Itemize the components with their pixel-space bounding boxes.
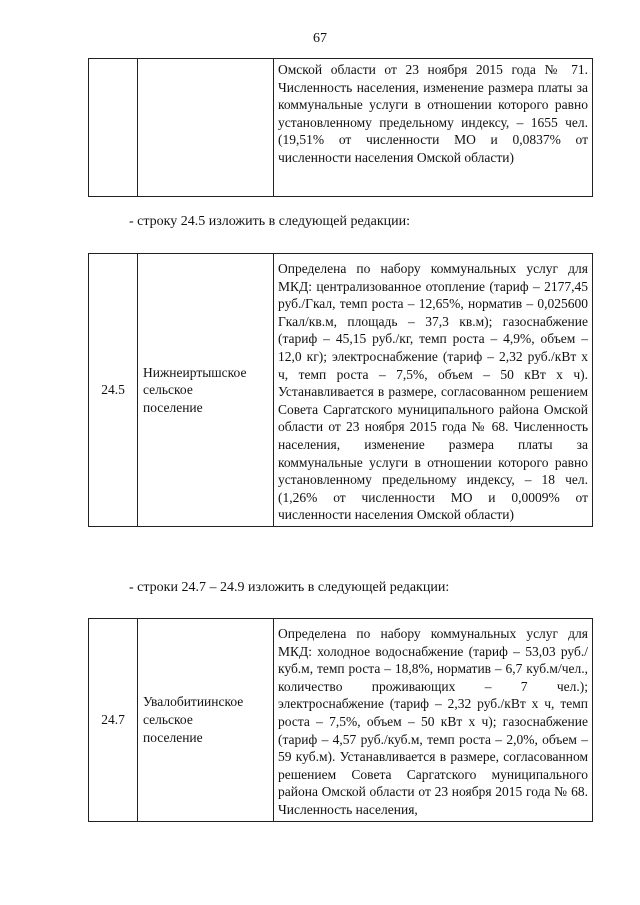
row-number: 24.7 [89, 619, 138, 822]
table-row [89, 619, 593, 822]
table-row [89, 254, 593, 527]
row-description: Определена по набору коммунальных услуг для МКД: централизованное отопление (тариф – 2177,45 руб./Гкал, темп роста – 12,65%, норматив – 0,025600 Гкал/кв.м, площадь – 37,3 кв.м); газоснабжение (тариф – 45,15 руб./кг, темп роста – 4,9%, объем – 12,0 кг); электроснабжение (тариф – 2,32 руб./кВт х ч, темп роста – 7,5%, объем – 50 кВт х ч). Устанавливается в размере, согласованном решением Совета Саргатского муниципального района Омской области от 23 ноября 2015 года № 68. Численность населения, изменение размера платы за коммунальные услуги в отношении которого равно установленному предельному индексу, – 18 чел. (1,26% от численности МО и 0,0009% от численности населения Омской области) [274, 254, 593, 527]
table-row-24-7 [88, 618, 593, 822]
settlement-name-line: сельское [143, 711, 193, 727]
settlement-name-line: сельское [143, 382, 193, 398]
table-continuation [88, 58, 593, 197]
instruction-rows-24-7-24-9: - строки 24.7 – 24.9 изложить в следующей редакции: [129, 580, 450, 595]
page-number: 67 [313, 31, 327, 46]
row-description: Омской области от 23 ноября 2015 года № 71. Численность населения, изменение размера платы за коммунальные услуги в отношении которого равно установленному предельному индексу, – 1655 чел. (19,51% от численности МО и 0,0837% от численности населения Омской области) [274, 59, 593, 197]
table-row-24-5 [88, 253, 593, 527]
settlement-name [138, 619, 274, 822]
row-name-cell [138, 59, 274, 197]
settlement-name-line: Нижнеиртышское [143, 364, 247, 380]
row-number: 24.5 [89, 254, 138, 527]
settlement-name-line: поселение [143, 399, 203, 415]
row-description: Определена по набору коммунальных услуг для МКД: холодное водоснабжение (тариф – 53,03 руб./куб.м, темп роста – 18,8%, норматив – 6,7 куб.м/чел., количество проживающих – 7 чел.); электроснабжение (тариф – 2,32 руб./кВт х ч, темп роста – 7,5%, объем – 50 кВт х ч); газоснабжение (тариф – 4,57 руб./куб.м, темп роста – 2,0%, объем – 59 куб.м). Устанавливается в размере, согласованном решением Совета Саргатского муниципального района Омской области от 23 ноября 2015 года № 68. Численность населения, [274, 619, 593, 822]
settlement-name-line: Увалобитиинское [143, 694, 244, 710]
settlement-name [138, 254, 274, 527]
row-number-cell [89, 59, 138, 197]
settlement-name-line: поселение [143, 729, 203, 745]
table-row [89, 59, 593, 197]
instruction-row-24-5: - строку 24.5 изложить в следующей редакции: [129, 214, 411, 229]
